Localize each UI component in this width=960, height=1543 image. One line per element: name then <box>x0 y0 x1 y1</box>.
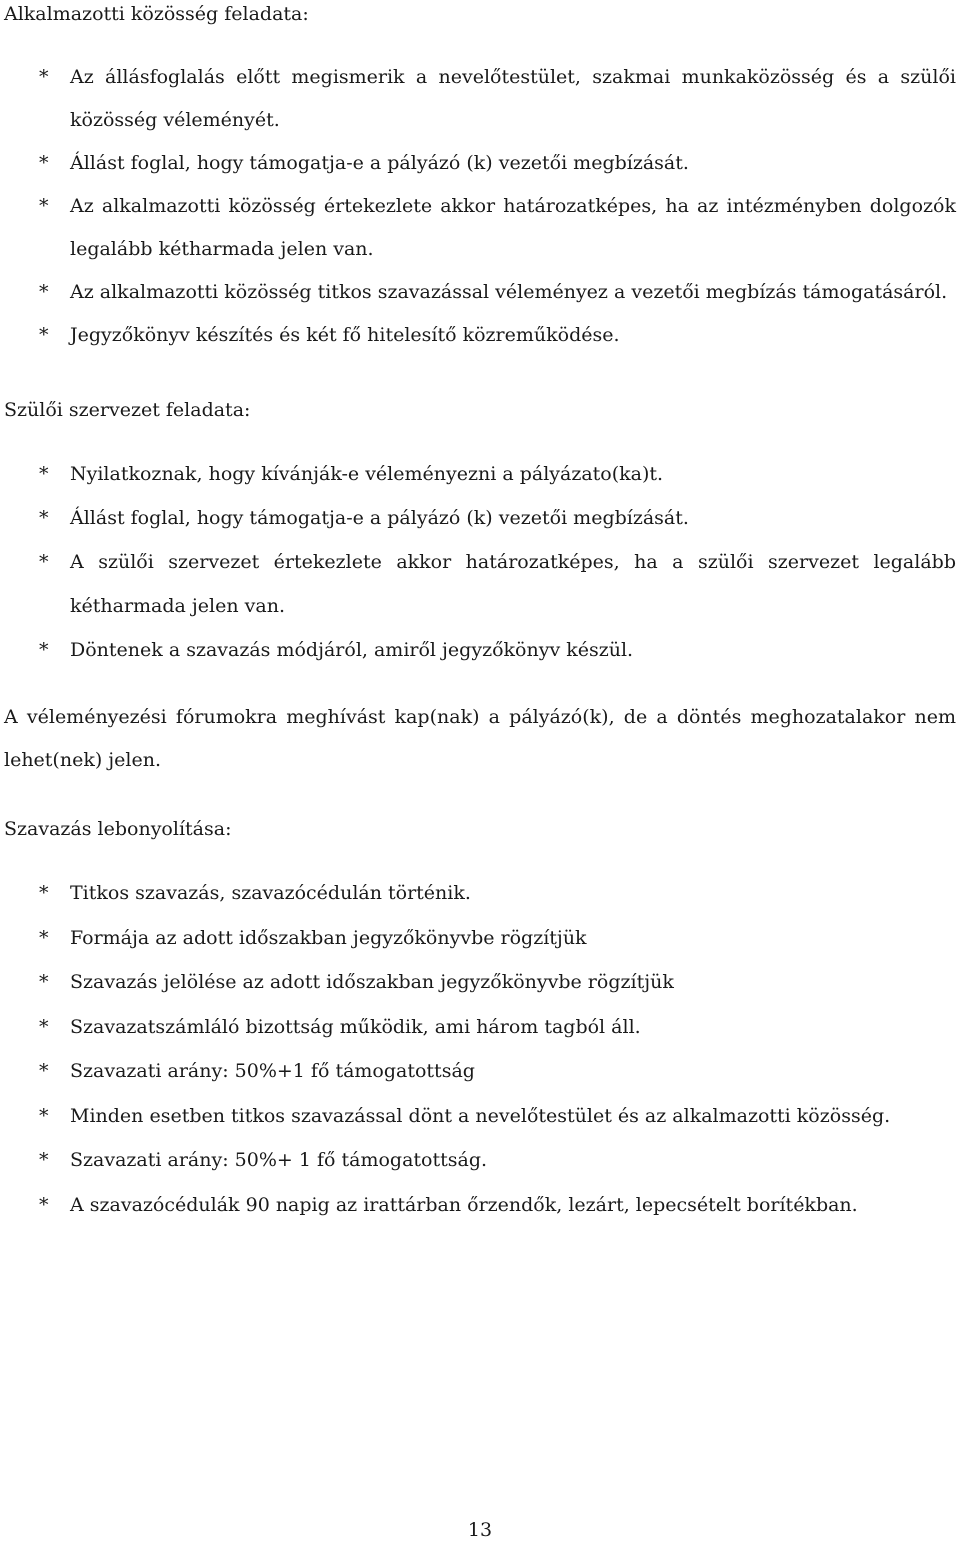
parents-heading: Szülői szervezet feladata: <box>4 399 251 421</box>
list-item: * Szavazatszámláló bizottság működik, ami három tagból áll. <box>0 1005 960 1050</box>
list-item: * Az alkalmazotti közösség értekezlete akkor határozatképes, ha az intézményben dolgozók legalább kétharmada jelen van. <box>0 185 960 271</box>
bullet-star: * <box>39 639 49 661</box>
list-item: * Szavazati arány: 50%+1 fő támogatottság <box>0 1049 960 1094</box>
bullet-star: * <box>39 152 49 174</box>
list-item: * Szavazati arány: 50%+ 1 fő támogatottság. <box>0 1138 960 1183</box>
bullet-star: * <box>39 463 49 485</box>
bullet-star: * <box>39 926 49 949</box>
bullet-star: * <box>39 281 49 303</box>
bullet-star: * <box>39 1060 49 1082</box>
list-item: * Nyilatkoznak, hogy kívánják-e véleményezni a pályázato(ka)t. <box>0 452 960 496</box>
bullet-star: * <box>39 1015 49 1038</box>
list-item: * Állást foglal, hogy támogatja-e a pályázó (k) vezetői megbízását. <box>0 496 960 540</box>
bullet-star: * <box>39 324 49 346</box>
list-item: * Szavazás jelölése az adott időszakban jegyzőkönyvbe rögzítjük <box>0 960 960 1005</box>
bullet-star: * <box>39 1104 49 1127</box>
list-item: * Titkos szavazás, szavazócédulán történik. <box>0 871 960 916</box>
list-item: * Állást foglal, hogy támogatja-e a pályázó (k) vezetői megbízását. <box>0 142 960 185</box>
list-item: * Az alkalmazotti közösség titkos szavazással véleményez a vezetői megbízás támogatásáról. <box>0 271 960 314</box>
list-item: * Az állásfoglalás előtt megismerik a nevelőtestület, szakmai munkaközösség és a szülői közösség véleményét. <box>0 56 960 142</box>
bullet-star: * <box>39 551 49 573</box>
page-number: 13 <box>467 1519 493 1541</box>
parents-list <box>0 452 960 672</box>
list-item: * Formája az adott időszakban jegyzőkönyvbe rögzítjük <box>0 916 960 961</box>
bullet-star: * <box>39 971 49 993</box>
bullet-star: * <box>39 195 49 217</box>
bullet-star: * <box>39 507 49 529</box>
bullet-star: * <box>39 1193 49 1216</box>
bullet-star: * <box>39 1149 49 1171</box>
list-item: * A szülői szervezet értekezlete akkor határozatképes, ha a szülői szervezet legalább kétharmada jelen van. <box>0 540 960 628</box>
list-item: * Döntenek a szavazás módjáról, amiről jegyzőkönyv készül. <box>0 628 960 672</box>
voting-list <box>0 871 960 1227</box>
list-item: * A szavazócédulák 90 napig az irattárban őrzendők, lezárt, lepecsételt borítékban. <box>0 1183 960 1228</box>
bullet-star: * <box>39 66 49 88</box>
list-item: * Jegyzőkönyv készítés és két fő hitelesítő közreműködése. <box>0 314 960 357</box>
staff-heading: Alkalmazotti közösség feladata: <box>4 3 309 25</box>
list-item: * Minden esetben titkos szavazással dönt a nevelőtestület és az alkalmazotti közösség. <box>0 1094 960 1139</box>
bullet-star: * <box>39 882 49 904</box>
forum-note-paragraph: A véleményezési fórumokra meghívást kap(nak) a pályázó(k), de a döntés meghozatalakor nem lehet(nek) jelen. <box>4 706 956 771</box>
voting-heading: Szavazás lebonyolítása: <box>4 818 232 840</box>
staff-list <box>0 56 960 357</box>
